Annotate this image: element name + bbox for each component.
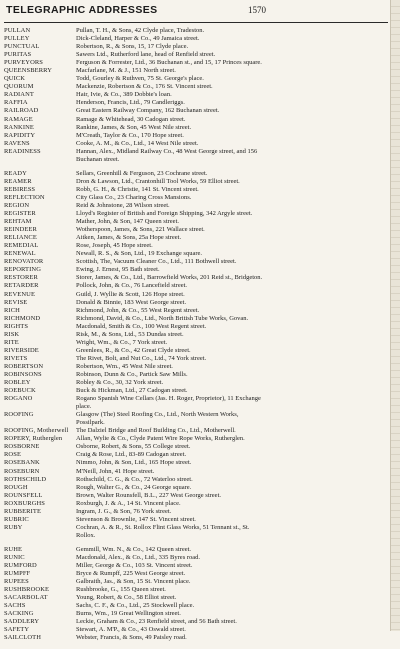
firm-address: Webster, Francis, & Sons, 49 Paisley road. xyxy=(76,634,187,642)
telegraphic-code: SADDLERY xyxy=(4,618,40,626)
firm-address: Newall, R. S., & Son, Ltd., 19 Exchange square. xyxy=(76,250,203,258)
telegraphic-code: RAPIDITY xyxy=(4,131,36,139)
telegraphic-code: ROEBUCK xyxy=(4,387,36,395)
entry-group xyxy=(4,27,388,164)
directory-page xyxy=(4,2,388,649)
directory-entry xyxy=(4,107,388,115)
directory-entry xyxy=(4,570,388,578)
telegraphic-code: RUMPFF xyxy=(4,570,31,578)
telegraphic-code: RAVENS xyxy=(4,139,30,147)
telegraphic-code: PURITAS xyxy=(4,51,32,59)
firm-address: Aitken, James, & Sons, 25a Hope street. xyxy=(76,234,182,242)
firm-address: The Dalziel Bridge and Roof Building Co., Ltd., Motherwell. xyxy=(76,427,236,435)
telegraphic-code: ROSEBURN xyxy=(4,467,40,475)
firm-address: Pullan, T. H., & Sons, 42 Clyde place, Tradeston. xyxy=(76,27,205,34)
directory-entry xyxy=(4,347,388,355)
address-list xyxy=(4,27,388,643)
directory-entry xyxy=(4,524,388,532)
telegraphic-code: PURVEYORS xyxy=(4,59,44,67)
directory-entry xyxy=(4,99,388,107)
telegraphic-code: RUBRIC xyxy=(4,515,29,523)
telegraphic-code: ROSBORNE xyxy=(4,443,40,451)
telegraphic-code: RAILROAD xyxy=(4,107,39,115)
telegraphic-code: QUEENSBERRY xyxy=(4,67,53,75)
telegraphic-code: ROGANO xyxy=(4,395,33,403)
telegraphic-code: RUSHBROOKE xyxy=(4,586,50,594)
telegraphic-code: READY xyxy=(4,169,27,177)
directory-entry xyxy=(4,562,388,570)
firm-address: Henderson, Francis, Ltd., 79 Candleriggs. xyxy=(76,99,185,107)
firm-address: Burns, Wm., 19 Great Wellington street. xyxy=(76,610,181,618)
directory-entry xyxy=(4,618,388,626)
telegraphic-code: ROPERY, Rutherglen xyxy=(4,435,63,443)
directory-entry xyxy=(4,554,388,562)
telegraphic-code: ROTHSCHILD xyxy=(4,475,47,483)
firm-address: Young, Robert, & Co., 58 Elliot street. xyxy=(76,594,177,602)
directory-entry xyxy=(4,427,388,435)
directory-entry xyxy=(4,43,388,51)
firm-address: Ramage & Whitehead, 30 Cadogan street. xyxy=(76,115,186,123)
firm-address: M'Neill, John, 41 Hope street. xyxy=(76,467,155,475)
directory-entry xyxy=(4,371,388,379)
telegraphic-code: RISK xyxy=(4,330,20,338)
directory-entry xyxy=(4,578,388,586)
firm-address: Storer, James, & Co., Ltd., Barrowfield Works, 201 Reid st., Bridgeton. xyxy=(76,274,263,282)
telegraphic-code: RADIANT xyxy=(4,91,34,99)
telegraphic-code: RUBBERITE xyxy=(4,507,42,515)
firm-address: M'Creath, Taylor & Co., 170 Hope street. xyxy=(76,131,184,139)
firm-address: Rogano Spanish Wine Cellars (Jas. H. Roger, Proprietor), 11 Exchange xyxy=(76,395,261,403)
page-edge-strip xyxy=(390,0,400,631)
telegraphic-code: REVENUE xyxy=(4,290,36,298)
telegraphic-code: SACARBOLAT xyxy=(4,594,48,602)
entry-continuation xyxy=(4,156,388,164)
firm-address: Ewing, J. Ernest, 95 Bath street. xyxy=(76,266,160,274)
firm-address: Robb, G. H., & Christie, 141 St. Vincent street. xyxy=(76,185,199,193)
directory-entry xyxy=(4,315,388,323)
firm-address: Galbraith, Jas., & Son, 15 St. Vincent place. xyxy=(76,578,191,586)
directory-entry xyxy=(4,35,388,43)
directory-entry xyxy=(4,148,388,156)
directory-entry xyxy=(4,91,388,99)
firm-address: Dick-Cleland, Harper & Co., 49 Jamaica street. xyxy=(76,35,200,43)
directory-entry xyxy=(4,67,388,75)
firm-address: Sachs, C. F., & Co., Ltd., 25 Stockwell place. xyxy=(76,602,195,610)
telegraphic-code: REHTAM xyxy=(4,218,32,226)
telegraphic-code: RIVETS xyxy=(4,354,28,362)
firm-address: Hannan, Alex., Midland Railway Co., 48 West George street, and 156 xyxy=(76,147,258,155)
telegraphic-code: RUHE xyxy=(4,545,23,553)
firm-address: Allan, Wylie & Co., Clyde Patent Wire Rope Works, Rutherglen. xyxy=(76,435,245,443)
telegraphic-code: REINDEER xyxy=(4,226,37,234)
directory-entry xyxy=(4,411,388,419)
telegraphic-code: REGION xyxy=(4,201,30,209)
telegraphic-code: RETARDER xyxy=(4,282,39,290)
firm-address: Wotherspoon, James, & Sons, 221 Wallace street. xyxy=(76,226,205,234)
telegraphic-code: RITE xyxy=(4,338,19,346)
firm-address: Great Eastern Railway Company, 162 Buchanan street. xyxy=(76,107,220,115)
firm-address: City Glass Co., 23 Charing Cross Mansions. xyxy=(76,193,192,201)
telegraphic-code: ROBINSONS xyxy=(4,370,42,378)
firm-address: Osborne, Robert, & Sons, 55 College street. xyxy=(76,443,191,451)
directory-entry xyxy=(4,435,388,443)
firm-address: Wright, Wm., & Co., 7 York street. xyxy=(76,338,168,346)
directory-entry xyxy=(4,395,388,403)
firm-address: Miller, George & Co., 103 St. Vincent street. xyxy=(76,562,193,570)
telegraphic-code: RENOVATOR xyxy=(4,258,44,266)
telegraphic-code: SAILCLOTH xyxy=(4,634,42,642)
firm-address: Cochran, A. & R., St. Rollox Flint Glass Works, 51 Tennant st., St. xyxy=(76,523,250,531)
firm-address: Rough, Walter G., & Co., 24 George square. xyxy=(76,483,192,491)
firm-address: Robinson, Dunn & Co., Partick Saw Mills. xyxy=(76,370,188,378)
directory-entry xyxy=(4,546,388,554)
firm-address: Cooke, A. M., & Co., Ltd., 14 West Nile street. xyxy=(76,139,199,147)
telegraphic-code: PULLEY xyxy=(4,35,30,43)
directory-entry xyxy=(4,626,388,634)
directory-entry xyxy=(4,274,388,282)
directory-entry xyxy=(4,210,388,218)
firm-address: Dron & Lawson, Ltd., Crantonhill Tool Works, 59 Elliot street. xyxy=(76,177,240,185)
directory-entry xyxy=(4,132,388,140)
directory-entry xyxy=(4,484,388,492)
telegraphic-code: PULLAN xyxy=(4,27,31,34)
firm-address: Risk, M., & Sons, Ltd., 53 Dundas street. xyxy=(76,330,184,338)
firm-address: Sellars, Greenhill & Ferguson, 23 Cochrane street. xyxy=(76,169,208,177)
telegraphic-code: RICHMOND xyxy=(4,314,41,322)
telegraphic-code: RELIANCE xyxy=(4,234,37,242)
telegraphic-code: ROSE xyxy=(4,451,22,459)
directory-entry xyxy=(4,443,388,451)
firm-address: Scottish, The, Vacuum Cleaner Co., Ltd., 111 Bothwell street. xyxy=(76,258,237,266)
directory-entry xyxy=(4,282,388,290)
telegraphic-code: ROOFING xyxy=(4,411,34,419)
firm-address: Greenlees, R., & Co., 42 Great Clyde street. xyxy=(76,346,191,354)
firm-address: Guild, J. Wyllie & Scott, 126 Hope street. xyxy=(76,290,185,298)
telegraphic-code: ROBLEY xyxy=(4,379,31,387)
telegraphic-code: SACHS xyxy=(4,602,26,610)
firm-address: Donald & Binnie, 183 West George street. xyxy=(76,298,187,306)
telegraphic-code: READINESS xyxy=(4,147,41,155)
telegraphic-code: RAFFIA xyxy=(4,99,28,107)
firm-address: Rose, Joseph, 45 Hope street. xyxy=(76,242,153,250)
telegraphic-code: ROBERTSON xyxy=(4,362,44,370)
telegraphic-code: RUMFORD xyxy=(4,562,37,570)
directory-entry xyxy=(4,307,388,315)
firm-address: Richmond, David, & Co., Ltd., North British Tube Works, Govan. xyxy=(76,314,249,322)
directory-entry xyxy=(4,75,388,83)
telegraphic-code: REBIRESS xyxy=(4,185,36,193)
telegraphic-code: REAMER xyxy=(4,177,32,185)
directory-entry xyxy=(4,170,388,178)
directory-entry xyxy=(4,476,388,484)
firm-address: Pollock, John, & Co., 76 Lancefield street. xyxy=(76,282,188,290)
entry-continuation xyxy=(4,419,388,427)
directory-entry xyxy=(4,59,388,67)
directory-entry xyxy=(4,379,388,387)
firm-address: Mather, John, & Son, 147 Queen street. xyxy=(76,218,180,226)
telegraphic-code: PUNCTUAL xyxy=(4,43,40,51)
firm-address: Buck & Hickman, Ltd., 27 Cadogan street. xyxy=(76,387,188,395)
telegraphic-code: REMEDIAL xyxy=(4,242,39,250)
directory-entry xyxy=(4,116,388,124)
firm-address: Robertson, Wm., 45 West Nile street. xyxy=(76,362,173,370)
telegraphic-code: QUORUM xyxy=(4,83,34,91)
directory-entry xyxy=(4,218,388,226)
firm-address: Rushbrooke, G., 155 Queen street. xyxy=(76,586,166,594)
directory-entry xyxy=(4,202,388,210)
firm-address: Robley & Co., 30, 32 York street. xyxy=(76,379,164,387)
telegraphic-code: ROXBURGHS xyxy=(4,499,45,507)
directory-entry xyxy=(4,266,388,274)
directory-entry xyxy=(4,594,388,602)
directory-entry xyxy=(4,459,388,467)
telegraphic-code: ROUNSFELL xyxy=(4,491,43,499)
telegraphic-code: RIGHTS xyxy=(4,322,29,330)
telegraphic-code: SACKING xyxy=(4,610,34,618)
firm-address: Rothschild, C. G., & Co., 72 Waterloo street. xyxy=(76,475,193,483)
directory-entry xyxy=(4,258,388,266)
telegraphic-code: RENEWAL xyxy=(4,250,36,258)
telegraphic-code: REVISE xyxy=(4,298,28,306)
directory-entry xyxy=(4,355,388,363)
firm-address: Richmond, John, & Co., 55 West Regent street. xyxy=(76,306,200,314)
directory-entry xyxy=(4,500,388,508)
telegraphic-code: ROUGH xyxy=(4,483,28,491)
firm-address: Stewart, A. M'P., & Co., 43 Oswald street. xyxy=(76,626,186,634)
directory-entry xyxy=(4,250,388,258)
telegraphic-code: REGISTER xyxy=(4,210,36,218)
firm-address: Buchanan street. xyxy=(76,155,120,163)
directory-entry xyxy=(4,634,388,642)
firm-address: Stevenson & Brownlie, 147 St. Vincent street. xyxy=(76,515,196,523)
directory-entry xyxy=(4,363,388,371)
firm-address: Craig & Rose, Ltd., 83-89 Cadogan street. xyxy=(76,451,187,459)
firm-address: Mackenzie, Robertson & Co., 176 St. Vincent street. xyxy=(76,83,213,91)
firm-address: Reid & Johnstone, 28 Wilson street. xyxy=(76,201,170,209)
directory-entry xyxy=(4,140,388,148)
directory-entry xyxy=(4,291,388,299)
firm-address: place. xyxy=(76,403,92,411)
firm-address: Todd, Gourley & Ruthven, 75 St. George's place. xyxy=(76,75,204,83)
telegraphic-code: RICH xyxy=(4,306,20,314)
directory-entry xyxy=(4,323,388,331)
directory-entry xyxy=(4,586,388,594)
firm-address: Bryce & Rumpff, 225 West George street. xyxy=(76,570,186,578)
firm-address: Macdonald, Smith & Co., 100 West Regent street. xyxy=(76,322,207,330)
entry-group xyxy=(4,170,388,540)
directory-entry xyxy=(4,83,388,91)
telegraphic-code: RUNIC xyxy=(4,554,25,561)
firm-address: Ferguson & Forrester, Ltd., 36 Buchanan st., and 15, 17 Princes square. xyxy=(76,59,262,67)
page-header xyxy=(4,2,388,23)
telegraphic-code: RIVERSIDE xyxy=(4,346,39,354)
firm-address: Rankine, James, & Son, 45 West Nile street. xyxy=(76,123,192,131)
directory-entry xyxy=(4,508,388,516)
telegraphic-code: QUICK xyxy=(4,75,26,83)
entry-continuation xyxy=(4,532,388,540)
directory-entry xyxy=(4,124,388,132)
directory-entry xyxy=(4,27,388,35)
page-number: 1570 xyxy=(248,5,266,15)
firm-address: Macdonald, Alex., & Co., Ltd., 335 Byres road. xyxy=(76,554,201,561)
firm-address: Robertson, R., & Sons, 15, 17 Clyde place. xyxy=(76,43,189,51)
telegraphic-code: RAMAGE xyxy=(4,115,33,123)
directory-entry xyxy=(4,387,388,395)
directory-entry xyxy=(4,186,388,194)
firm-address: Ingram, J. G., & Son, 76 York street. xyxy=(76,507,172,515)
telegraphic-code: RESTORER xyxy=(4,274,38,282)
directory-entry xyxy=(4,339,388,347)
directory-entry xyxy=(4,178,388,186)
directory-entry xyxy=(4,299,388,307)
firm-address: Macfarlane, M. & J., 151 North street. xyxy=(76,67,176,75)
firm-address: The Rivet, Bolt, and Nut Co., Ltd., 74 York street. xyxy=(76,354,207,362)
directory-entry xyxy=(4,51,388,59)
firm-address: Roxburgh, J. & A., 14 St. Vincent place. xyxy=(76,499,181,507)
firm-address: Glasgow (The) Steel Roofing Co., Ltd., North Western Works, xyxy=(76,411,239,419)
firm-address: Rollox. xyxy=(76,531,96,539)
telegraphic-code: RUPEES xyxy=(4,578,29,586)
entry-continuation xyxy=(4,403,388,411)
section-title: TELEGRAPHIC ADDRESSES xyxy=(6,4,158,16)
directory-entry xyxy=(4,468,388,476)
telegraphic-code: ROOFING, Motherwell xyxy=(4,427,69,435)
telegraphic-code: RANKINE xyxy=(4,123,34,131)
firm-address: Possilpark. xyxy=(76,419,105,427)
telegraphic-code: ROSEBANK xyxy=(4,459,40,467)
firm-address: Hair, Ivie, & Co., 389 Dobbie's loan. xyxy=(76,91,172,99)
directory-entry xyxy=(4,194,388,202)
directory-entry xyxy=(4,234,388,242)
directory-entry xyxy=(4,226,388,234)
directory-entry xyxy=(4,602,388,610)
telegraphic-code: REPORTING xyxy=(4,266,41,274)
firm-address: Gemmill, Wm. N., & Co., 142 Queen street. xyxy=(76,545,192,553)
directory-entry xyxy=(4,516,388,524)
directory-entry xyxy=(4,492,388,500)
directory-entry xyxy=(4,331,388,339)
firm-address: Sawers Ltd., Rutherford lane, head of Renfield street. xyxy=(76,51,216,59)
firm-address: Nimmo, John, & Son, Ltd., 165 Hope street. xyxy=(76,459,192,467)
telegraphic-code: RUBY xyxy=(4,523,23,531)
directory-entry xyxy=(4,451,388,459)
telegraphic-code: SAFETY xyxy=(4,626,30,634)
directory-entry xyxy=(4,610,388,618)
firm-address: Brown, Walter Rounsfell, B.L., 227 West George street. xyxy=(76,491,221,499)
telegraphic-code: REFLECTION xyxy=(4,193,45,201)
firm-address: Lloyd's Register of British and Foreign Shipping, 342 Argyle street. xyxy=(76,210,253,218)
directory-entry xyxy=(4,242,388,250)
firm-address: Leckie, Graham & Co., 23 Renfield street, and 56 Bath street. xyxy=(76,618,237,626)
entry-group xyxy=(4,546,388,643)
